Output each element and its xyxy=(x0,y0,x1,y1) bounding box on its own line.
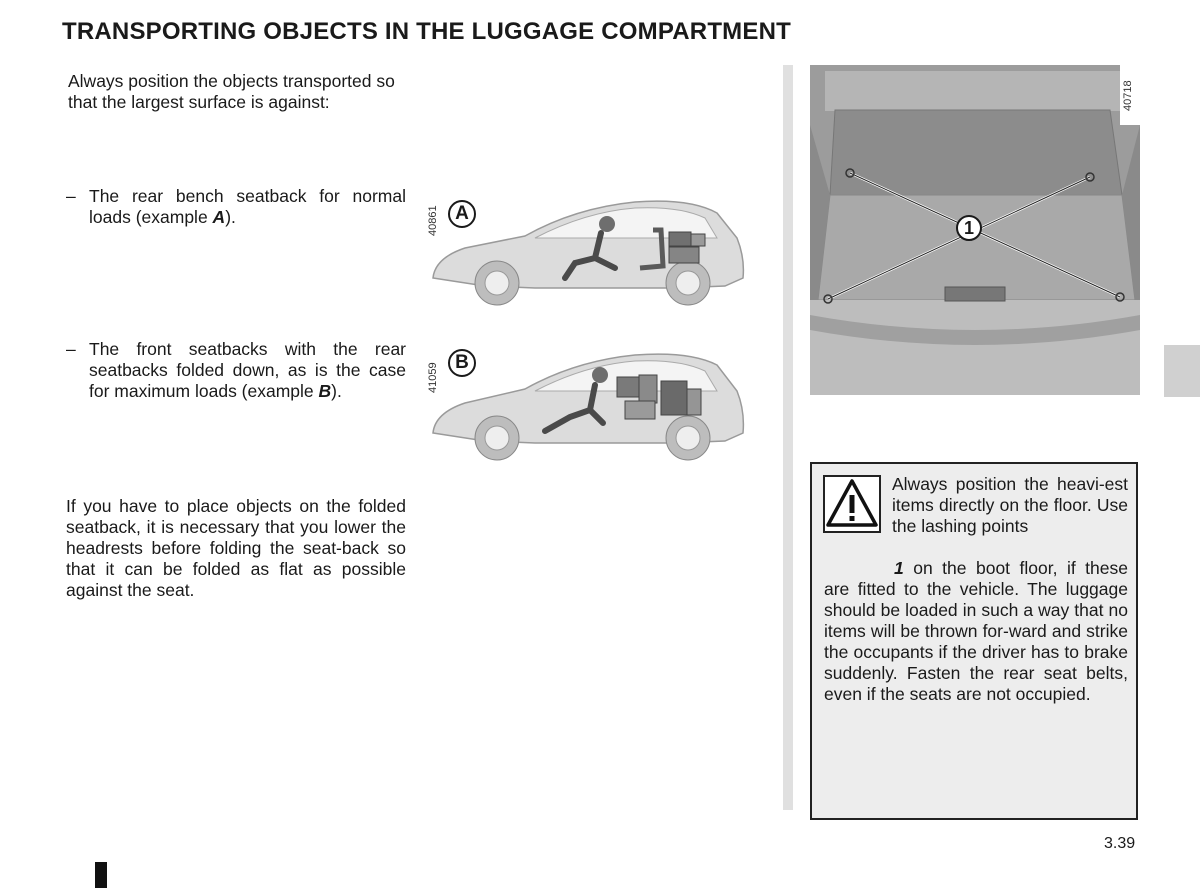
figure-ref-number: 41059 xyxy=(427,362,439,393)
figure-a xyxy=(425,188,750,313)
figure-ref-number: 40861 xyxy=(427,205,439,236)
list-dash: – xyxy=(66,339,76,359)
folded-seatback-note: If you have to place objects on the folded seatback, it is necessary that you lower the headrests before folding the seat-back so that it can be folded as flat as possible against the seat. xyxy=(66,496,406,600)
list-item-text: The front seatbacks with the rear seatbacks folded down, as is the case for maximum loads (example B). xyxy=(89,339,406,401)
page-number: 3.39 xyxy=(1104,835,1136,852)
car-illustration-b xyxy=(425,345,750,470)
section-tab-marker xyxy=(1164,345,1200,397)
figure-label-a: A xyxy=(448,200,476,228)
boot-figure xyxy=(810,65,1140,395)
warning-triangle-icon xyxy=(823,475,881,533)
intro-paragraph: Always position the objects transported so that the largest surface is against: xyxy=(68,71,395,112)
figure-label-b: B xyxy=(448,349,476,377)
list-item-b xyxy=(66,339,406,402)
corner-registration-mark xyxy=(95,862,107,888)
list-item-text: The rear bench seatback for normal loads (example A). xyxy=(89,186,406,227)
figure-b xyxy=(425,345,750,470)
warning-text-top: Always position the heavi-est items directly on the floor. Use the lashing points xyxy=(892,474,1128,536)
warning-box xyxy=(810,462,1138,820)
list-dash: – xyxy=(66,186,76,206)
car-illustration-a xyxy=(425,188,750,313)
lashing-ref: 1 xyxy=(894,558,904,578)
list-item-a xyxy=(66,186,406,228)
lashing-point-callout: 1 xyxy=(956,215,982,241)
warning-text-rest: 1 on the boot floor, if these are fitted to the vehicle. The luggage should be loaded in such a way that no items will be thrown for-ward and strike the occupants if the driver has to brake suddenly. Fasten the rear seat belts, even if the seats are not occupied. xyxy=(824,558,1128,704)
column-divider xyxy=(783,65,793,810)
page-title: TRANSPORTING OBJECTS IN THE LUGGAGE COMPARTMENT xyxy=(62,18,791,45)
figure-ref-number: 40718 xyxy=(1122,80,1134,111)
